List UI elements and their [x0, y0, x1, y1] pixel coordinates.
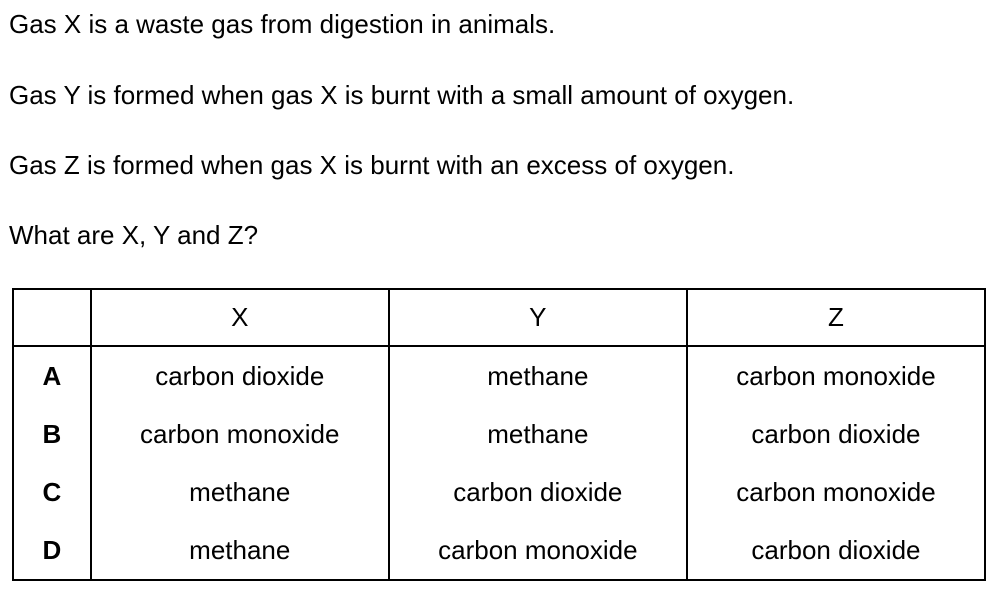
- option-y-cell: methane: [389, 405, 687, 463]
- option-letter: A: [13, 346, 91, 405]
- question-line-2: Gas Y is formed when gas X is burnt with a small amount of oxygen.: [9, 80, 795, 110]
- header-row: [13, 289, 985, 346]
- header-blank: [13, 289, 91, 346]
- option-x-cell: methane: [91, 463, 389, 521]
- option-row-b[interactable]: [13, 405, 985, 463]
- option-y-cell: carbon dioxide: [389, 463, 687, 521]
- option-letter: D: [13, 521, 91, 580]
- option-z-cell: carbon dioxide: [687, 405, 985, 463]
- option-letter: C: [13, 463, 91, 521]
- option-x-cell: carbon monoxide: [91, 405, 389, 463]
- question-prompt: What are X, Y and Z?: [9, 220, 259, 250]
- option-y-cell: carbon monoxide: [389, 521, 687, 580]
- option-letter: B: [13, 405, 91, 463]
- option-row-c[interactable]: [13, 463, 985, 521]
- option-z-cell: carbon monoxide: [687, 463, 985, 521]
- option-row-a[interactable]: [13, 346, 985, 405]
- header-x: X: [91, 289, 389, 346]
- option-x-cell: carbon dioxide: [91, 346, 389, 405]
- option-z-cell: carbon monoxide: [687, 346, 985, 405]
- header-z: Z: [687, 289, 985, 346]
- option-x-cell: methane: [91, 521, 389, 580]
- option-row-d[interactable]: [13, 521, 985, 580]
- header-y: Y: [389, 289, 687, 346]
- question-line-3: Gas Z is formed when gas X is burnt with an excess of oxygen.: [9, 150, 735, 180]
- question-line-1: Gas X is a waste gas from digestion in animals.: [9, 9, 556, 39]
- option-y-cell: methane: [389, 346, 687, 405]
- options-table: [12, 288, 986, 581]
- option-z-cell: carbon dioxide: [687, 521, 985, 580]
